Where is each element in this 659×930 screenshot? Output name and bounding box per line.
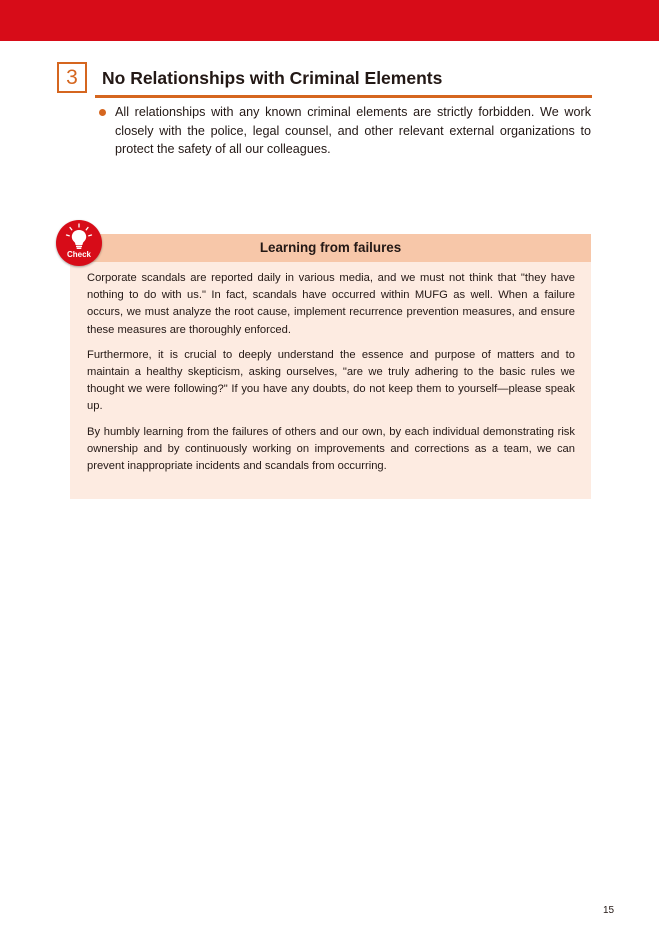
check-paragraph: By humbly learning from the failures of others and our own, by each individual demonstrating risk ownership and by continuously working on improvements and corrections as a team, we can prevent inappropriate incidents and scandals from occurring.: [87, 425, 575, 473]
page-number: 15: [603, 905, 615, 916]
check-badge-label: Check: [66, 250, 91, 259]
section-bullet-text: All relationships with any known criminal elements are strictly forbidden. We work closely with the police, legal counsel, and other relevant external organizations to protect the safety of all our colleagues.: [115, 105, 591, 156]
lightbulb-icon: [56, 220, 102, 266]
check-panel-title: Learning from failures: [259, 240, 402, 255]
section-title: No Relationships with Criminal Elements: [102, 68, 443, 88]
check-paragraph: Corporate scandals are reported daily in various media, and we must not think that "they have nothing to do with us." In fact, scandals have occurred within MUFG as well. When a failure occurs, we must analyze the root cause, implement recurrence prevention measures, and ensure these measures are thoroughly enforced.: [87, 272, 575, 336]
check-paragraph: Furthermore, it is crucial to deeply understand the essence and purpose of matters and to maintain a healthy skepticism, asking ourselves, "are we truly adhering to the basic rules we thought we were following?" If you have any doubts, do not keep them to yourself—please speak up.: [87, 348, 575, 413]
header-band: [0, 0, 659, 41]
section-number-box: 3: [57, 62, 87, 93]
bullet-dot-icon: [99, 109, 106, 116]
check-badge: [56, 220, 102, 266]
check-panel-header: [70, 234, 591, 262]
check-panel: [70, 234, 591, 499]
title-underline: [95, 95, 592, 98]
check-panel-body: [87, 270, 575, 483]
